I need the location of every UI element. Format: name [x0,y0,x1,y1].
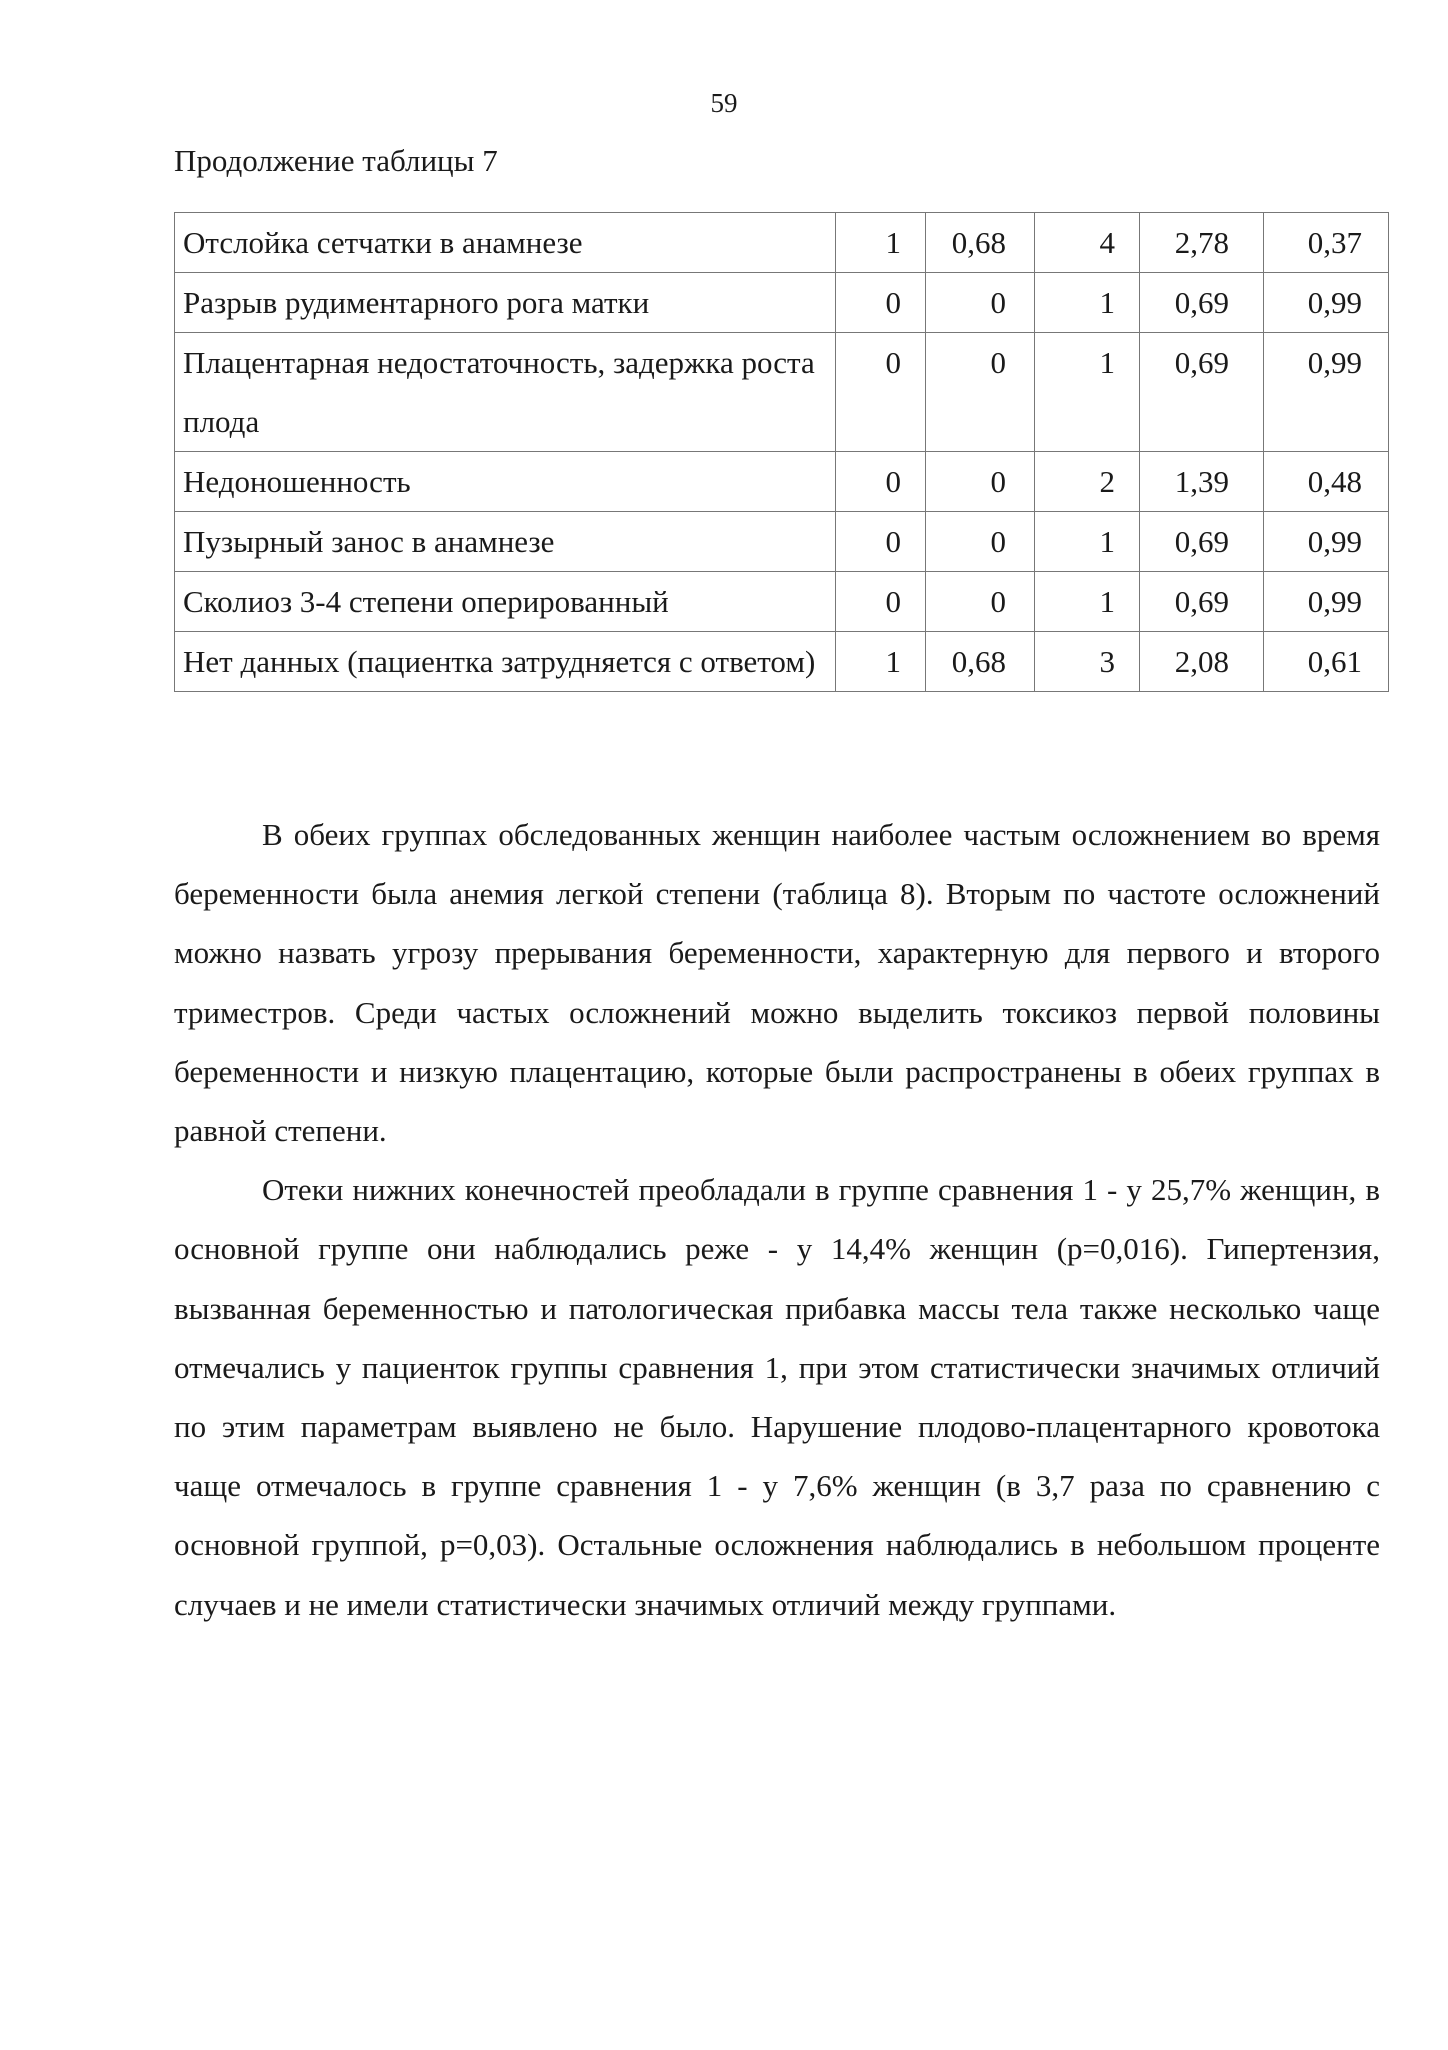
page-number: 59 [710,88,738,118]
cell-value: 0,69 [1140,572,1264,632]
cell-value: 4 [1035,213,1140,273]
cell-value: 0 [836,273,926,333]
cell-value: 0 [926,572,1035,632]
table-row [175,452,1389,512]
cell-value: 3 [1035,632,1140,692]
cell-value: 1 [1035,572,1140,632]
cell-value: 0,99 [1264,512,1389,572]
cell-value: 0 [926,273,1035,333]
row-label: Недоношенность [175,452,836,512]
cell-value: 0 [836,512,926,572]
cell-value: 0 [836,452,926,512]
cell-value: 2,78 [1140,213,1264,273]
cell-value: 1 [1035,333,1140,452]
cell-value: 0,37 [1264,213,1389,273]
table-row [175,273,1389,333]
cell-value: 0,69 [1140,273,1264,333]
cell-value: 0,69 [1140,512,1264,572]
data-table [174,212,1389,692]
cell-value: 0,61 [1264,632,1389,692]
row-label: Нет данных (пациентка затрудняется с ответом) [175,632,836,692]
cell-value: 0,99 [1264,572,1389,632]
cell-value: 1 [1035,512,1140,572]
cell-value: 0 [926,452,1035,512]
row-label: Отслойка сетчатки в анамнезе [175,213,836,273]
cell-value: 1 [1035,273,1140,333]
cell-value: 0,99 [1264,333,1389,452]
paragraph: Отеки нижних конечностей преобладали в группе сравнения 1 - у 25,7% женщин, в основной группе они наблюдались реже - у 14,4% женщин (р=0,016). Гипертензия, вызванная беременностью и патологическая прибавка массы тела также несколько чаще отмечались у пациенток группы сравнения 1, при этом статистически значимых отличий по этим параметрам выявлено не было. Нарушение плодово-плацентарного кровотока чаще отмечалось в группе сравнения 1 - у 7,6% женщин (в 3,7 раза по сравнению с основной группой, р=0,03). Остальные осложнения наблюдались в небольшом проценте случаев и не имели статистически значимых отличий между группами. [174,1172,1380,1622]
cell-value: 0,69 [1140,333,1264,452]
cell-value: 0 [836,572,926,632]
cell-value: 0,99 [1264,273,1389,333]
row-label: Разрыв рудиментарного рога матки [175,273,836,333]
table-row [175,632,1389,692]
table-row [175,213,1389,273]
cell-value: 0 [926,512,1035,572]
cell-value: 0,68 [926,213,1035,273]
cell-value: 2,08 [1140,632,1264,692]
body-text [174,805,1380,1634]
row-label: Пузырный занос в анамнезе [175,512,836,572]
table-row [175,333,1389,452]
row-label: Плацентарная недостаточность, задержка роста плода [175,333,836,452]
cell-value: 2 [1035,452,1140,512]
table-row [175,512,1389,572]
row-label: Сколиоз 3-4 степени оперированный [175,572,836,632]
cell-value: 0,68 [926,632,1035,692]
cell-value: 0 [926,333,1035,452]
table-row [175,572,1389,632]
cell-value: 0 [836,333,926,452]
table-caption: Продолжение таблицы 7 [174,143,498,178]
cell-value: 1 [836,632,926,692]
paragraph: В обеих группах обследованных женщин наиболее частым осложнением во время беременности была анемия легкой степени (таблица 8). Вторым по частоте осложнений можно назвать угрозу прерывания беременности, характерную для первого и второго триместров. Среди частых осложнений можно выделить токсикоз первой половины беременности и низкую плацентацию, которые были распространены в обеих группах в равной степени. [174,817,1380,1149]
cell-value: 1,39 [1140,452,1264,512]
cell-value: 1 [836,213,926,273]
cell-value: 0,48 [1264,452,1389,512]
